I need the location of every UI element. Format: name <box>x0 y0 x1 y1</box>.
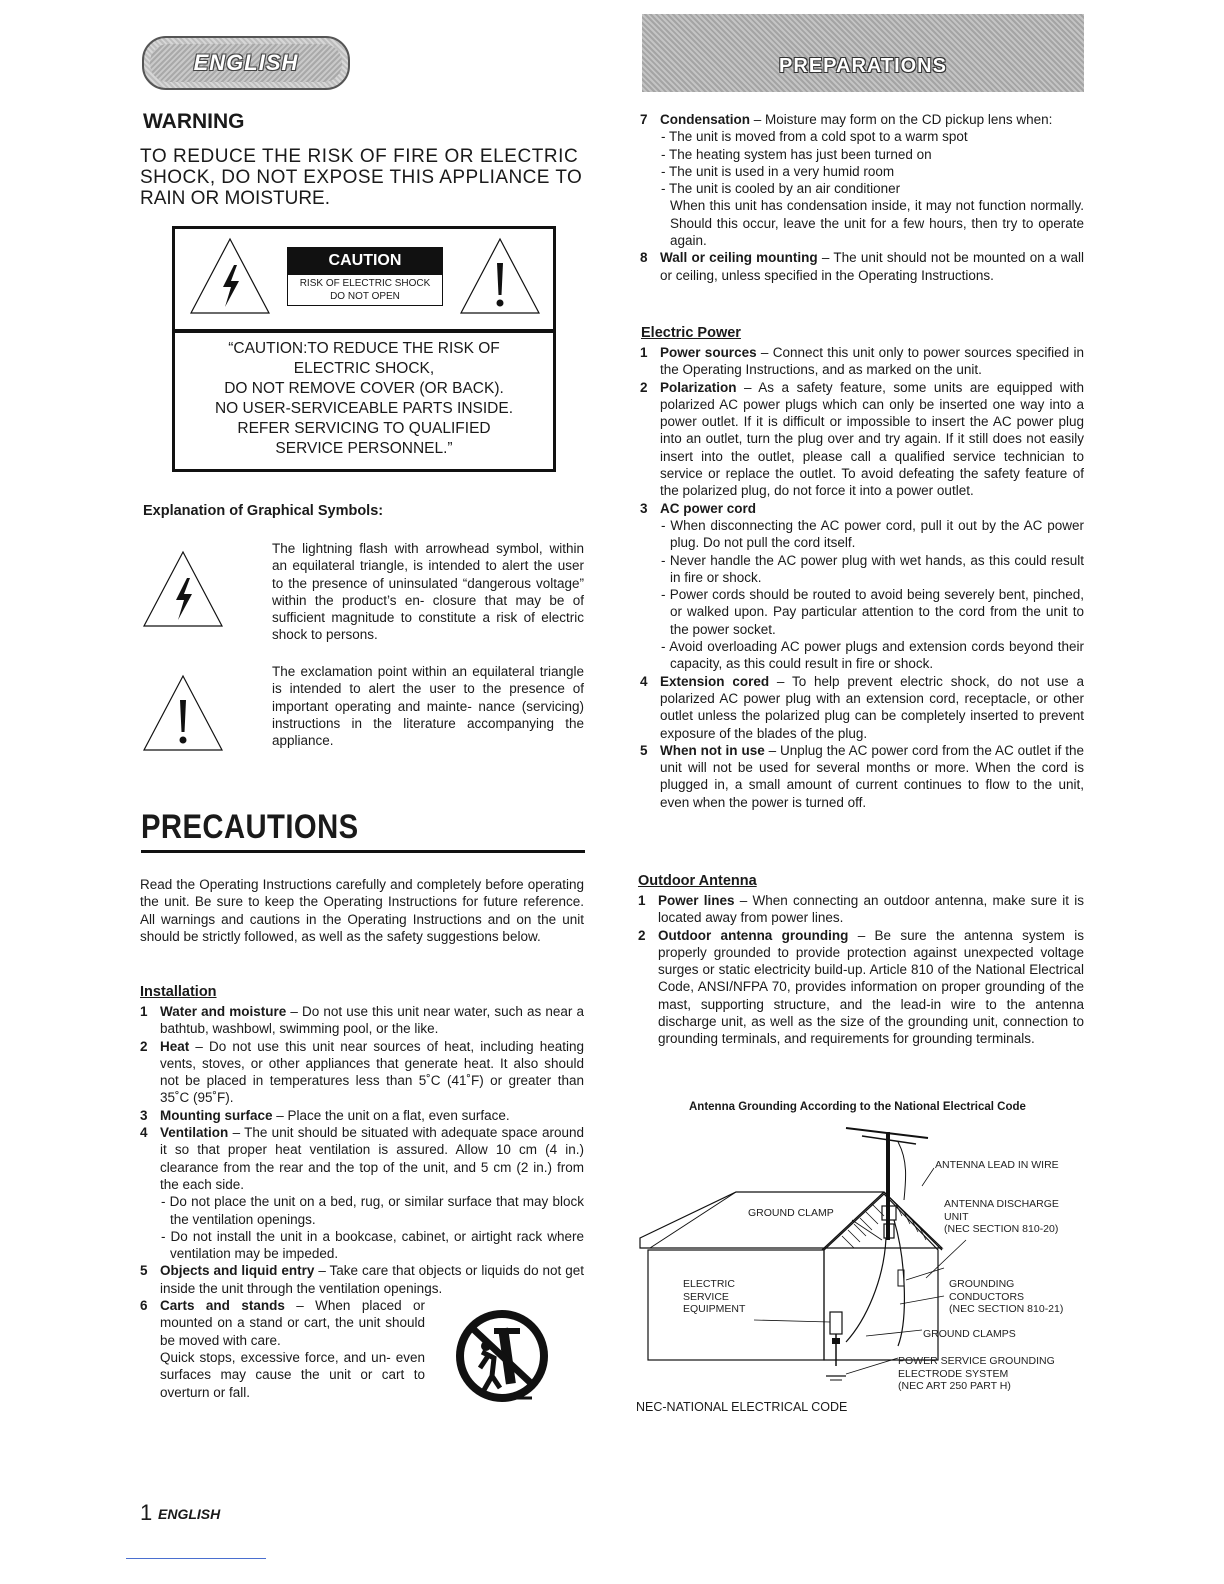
footer-line <box>126 1558 266 1559</box>
page-number: 1 <box>140 1500 153 1525</box>
list-item: 1 Power sources – Connect this unit only to power sources specified in the Operating Instructions, and as marked on the unit. <box>640 345 1084 378</box>
label-discharge-unit: ANTENNA DISCHARGE UNIT (NEC SECTION 810-20) <box>944 1198 1059 1235</box>
list-item: 1 Water and moisture – Do not use this unit near water, such as near a bathtub, washbowl, swimming pool, or the like. <box>140 1004 584 1037</box>
preparations-tab <box>642 14 1084 92</box>
label-antenna-lead-in: ANTENNA LEAD IN WIRE <box>935 1159 1059 1171</box>
label-ground-clamp: GROUND CLAMP <box>748 1207 834 1219</box>
list-item: 7 Condensation – Moisture may form on the CD pickup lens when: - The unit is moved from a cold spot to a warm spot - The heating system has just been turned on - The unit is used in a very humid room - The unit is cooled by an air conditioner When this unit has condensation inside, it may not function normally. Should this occur, leave the unit for a few hours, then try to operate again. <box>640 112 1084 249</box>
condensation-note: When this unit has condensation inside, it may not function normally. Should this occur, leave the unit for a few hours, then try to operate again. <box>670 198 1084 249</box>
outdoor-antenna-heading: Outdoor Antenna <box>638 873 757 889</box>
exclamation-triangle-icon <box>457 235 543 317</box>
diagram-footnote: NEC-NATIONAL ELECTRICAL CODE <box>636 1400 848 1414</box>
english-tab <box>142 36 350 90</box>
symbols-title: Explanation of Graphical Symbols: <box>143 503 384 519</box>
sub-item: - When disconnecting the AC power cord, pull it out by the AC power plug. Do not pull the cord itself. <box>661 517 1084 551</box>
label-electrode-system: POWER SERVICE GROUNDING ELECTRODE SYSTEM (NEC ART 250 PART H) <box>898 1355 1055 1392</box>
label-service-equipment: ELECTRIC SERVICE EQUIPMENT <box>683 1278 746 1315</box>
warning-line: TO REDUCE THE RISK OF FIRE OR ELECTRIC <box>140 146 579 167</box>
lightning-explanation: The lightning flash with arrowhead symbol, within an equilateral triangle, is intended to alert the user to the presence of uninsulated “dangerous voltage” within the product’s en- closure that may be of sufficient magnitude to constitute a risk of electric shock to persons. <box>272 541 584 643</box>
sub-item: - Power cords should be routed to avoid being severely bent, pinched, or walked upon. Pay particular attention to the cord from the unit to the power socket. <box>661 587 1084 637</box>
caution-box <box>172 226 556 472</box>
caution-label <box>287 247 443 306</box>
caution-body-line: REFER SERVICING TO QUALIFIED <box>237 420 491 437</box>
list-item: 4 Ventilation – The unit should be situated with adequate space around it so that proper heat ventilation is assured. Allow 10 cm (4 in.) clearance from the rear and the top of the unit, and 5 cm (2 in.) from the each side. - Do not place the unit on a bed, rug, or similar surface that may block the ventilation openings. - Do not install the unit in a bookcase, cabinet, or airtight rack where ventilation may be impeded. <box>140 1125 584 1262</box>
precautions-divider <box>141 850 585 853</box>
sub-item: - Never handle the AC power plug with wet hands, as this could result in fire or shock. <box>661 552 1084 585</box>
list-item: 8 Wall or ceiling mounting – The unit should not be mounted on a wall or ceiling, unless specified in the Operating Instructions. <box>640 250 1085 283</box>
caution-sub-line: DO NOT OPEN <box>330 291 400 302</box>
sub-item: - Avoid overloading AC power plugs and extension cords beyond their capacity, as this could result in fire or shock. <box>661 639 1084 672</box>
caution-body-line: ELECTRIC SHOCK, <box>293 360 435 377</box>
cart-warning-icon <box>452 1306 552 1406</box>
caution-heading: CAUTION <box>287 247 443 275</box>
label-grounding-conductors: GROUNDING CONDUCTORS (NEC SECTION 810-21) <box>949 1278 1064 1315</box>
sub-item: - The unit is moved from a cold spot to a warm spot <box>661 129 968 145</box>
exclamation-explanation: The exclamation point within an equilateral triangle is intended to alert the user to the presence of important operating and mainte- nance (servicing) instructions in the literature accompanying the appliance. <box>272 664 584 749</box>
outdoor-antenna-list <box>638 892 1084 1048</box>
warning-line: SHOCK, DO NOT EXPOSE THIS APPLIANCE TO <box>140 167 583 188</box>
caution-body-line: SERVICE PERSONNEL.” <box>275 440 453 457</box>
preparations-tab-label: PREPARATIONS <box>779 55 947 77</box>
list-item: 5 When not in use – Unplug the AC power cord from the AC outlet if the unit will not be used for several months or more. When the cord is plugged in, a small amount of current continues to flow to the unit, even when the power is turned off. <box>640 742 1085 810</box>
warning-title: WARNING <box>143 110 245 133</box>
caution-subtext <box>287 275 443 306</box>
list-item: 3 AC power cord - When disconnecting the AC power cord, pull it out by the AC power plug. Do not pull the cord itself. - Never handle the AC power plug with wet hands, as this could result in fire or shock. - Power cords should be routed to avoid being severely bent, pinched, or walked upon. Pay particular attention to the cord from the unit to the power socket. - Avoid overloading AC power plugs and extension cords beyond their capacity, as this could result in fire or shock. <box>640 500 1084 672</box>
caution-body-line: DO NOT REMOVE COVER (OR BACK). <box>224 380 504 397</box>
sub-item: - The unit is used in a very humid room <box>661 163 895 179</box>
precautions-title: PRECAUTIONS <box>141 808 359 846</box>
lightning-triangle-icon <box>187 235 273 317</box>
english-tab-label: ENGLISH <box>193 50 299 75</box>
caution-body-line: “CAUTION:TO REDUCE THE RISK OF <box>228 340 500 357</box>
footer-language: ENGLISH <box>158 1506 221 1522</box>
exclamation-triangle-icon <box>140 672 226 754</box>
list-item: 2 Outdoor antenna grounding – Be sure the antenna system is properly grounded to provide protection against unexpected voltage surges or static electricity build-up. Article 810 of the National Electrical Code, ANSI/NFPA 70, provides information on proper grounding of the mast, supporting structure, and the lead-in wire to the antenna discharge unit, as well as the size of the grounding unit, connection to grounding terminals, and requirements for grounding terminals. <box>638 927 1084 1047</box>
list-item: 3 Mounting surface – Place the unit on a flat, even surface. <box>140 1107 510 1123</box>
list-item: 6 Carts and stands – When placed or mounted on a stand or cart, the unit should be moved with care. Quick stops, excessive force, and un- even surfaces may cause the unit or cart to overturn or fall. <box>140 1298 426 1400</box>
caution-sub-line: RISK OF ELECTRIC SHOCK <box>299 278 431 289</box>
sub-item: - The unit is cooled by an air conditioner <box>661 181 901 197</box>
sub-item: - Do not place the unit on a bed, rug, or similar surface that may block the ventilation openings. <box>161 1194 584 1227</box>
caution-body <box>175 339 553 459</box>
caution-body-line: NO USER-SERVICEABLE PARTS INSIDE. <box>214 400 514 417</box>
installation-heading: Installation <box>140 984 217 1000</box>
preparations-list <box>640 111 1084 284</box>
electric-power-list <box>640 344 1084 811</box>
list-item: 2 Heat – Do not use this unit near sources of heat, including heating vents, stoves, or other appliances that generate heat. It also should not be placed in temperatures less than 5˚C (41˚F) or greater than 35˚C (95˚F). <box>140 1038 584 1106</box>
sub-item: - The heating system has just been turned on <box>661 146 932 162</box>
diagram-title: Antenna Grounding According to the National Electrical Code <box>689 1101 1026 1113</box>
list-item: 4 Extension cored – To help prevent electric shock, do not use a polarized AC power plug with an extension cord, receptacle, or other outlet unless the polarized plug can be completely inserted to prevent exposure of the blades of the plug. <box>640 673 1084 741</box>
precautions-intro: Read the Operating Instructions carefully and completely before operating the unit. Be sure to keep the Operating Instructions for future reference. All warnings and cautions in the Operating Instructions and on the unit should be strictly followed, as well as the safety suggestions below. <box>140 877 584 945</box>
carts-note: Quick stops, excessive force, and un- even surfaces may cause the unit or cart to overturn or fall. <box>160 1349 425 1400</box>
sub-item: - Do not install the unit in a bookcase, cabinet, or airtight rack where ventilation may be impeded. <box>161 1228 584 1262</box>
warning-text <box>140 146 590 209</box>
lightning-triangle-icon <box>140 548 226 630</box>
electric-power-heading: Electric Power <box>641 325 741 341</box>
list-item: 2 Polarization – As a safety feature, some units are equipped with polarized AC power plugs which can only be inserted one way into a power outlet. If it is difficult or impossible to insert the AC power plug into an outlet, turn the plug over and try again. If it still does not easily insert into the outlet, please call a qualified service technician to service or replace the outlet. To avoid defeating the safety feature of the polarized plug, do not force it into a power outlet. <box>640 379 1084 499</box>
list-item: 1 Power lines – When connecting an outdoor antenna, make sure it is located away from power lines. <box>638 893 1084 926</box>
list-item: 5 Objects and liquid entry – Take care that objects or liquids do not get inside the unit through the ventilation openings. <box>140 1263 585 1296</box>
label-ground-clamps: GROUND CLAMPS <box>923 1328 1016 1340</box>
warning-line: RAIN OR MOISTURE. <box>140 188 331 209</box>
